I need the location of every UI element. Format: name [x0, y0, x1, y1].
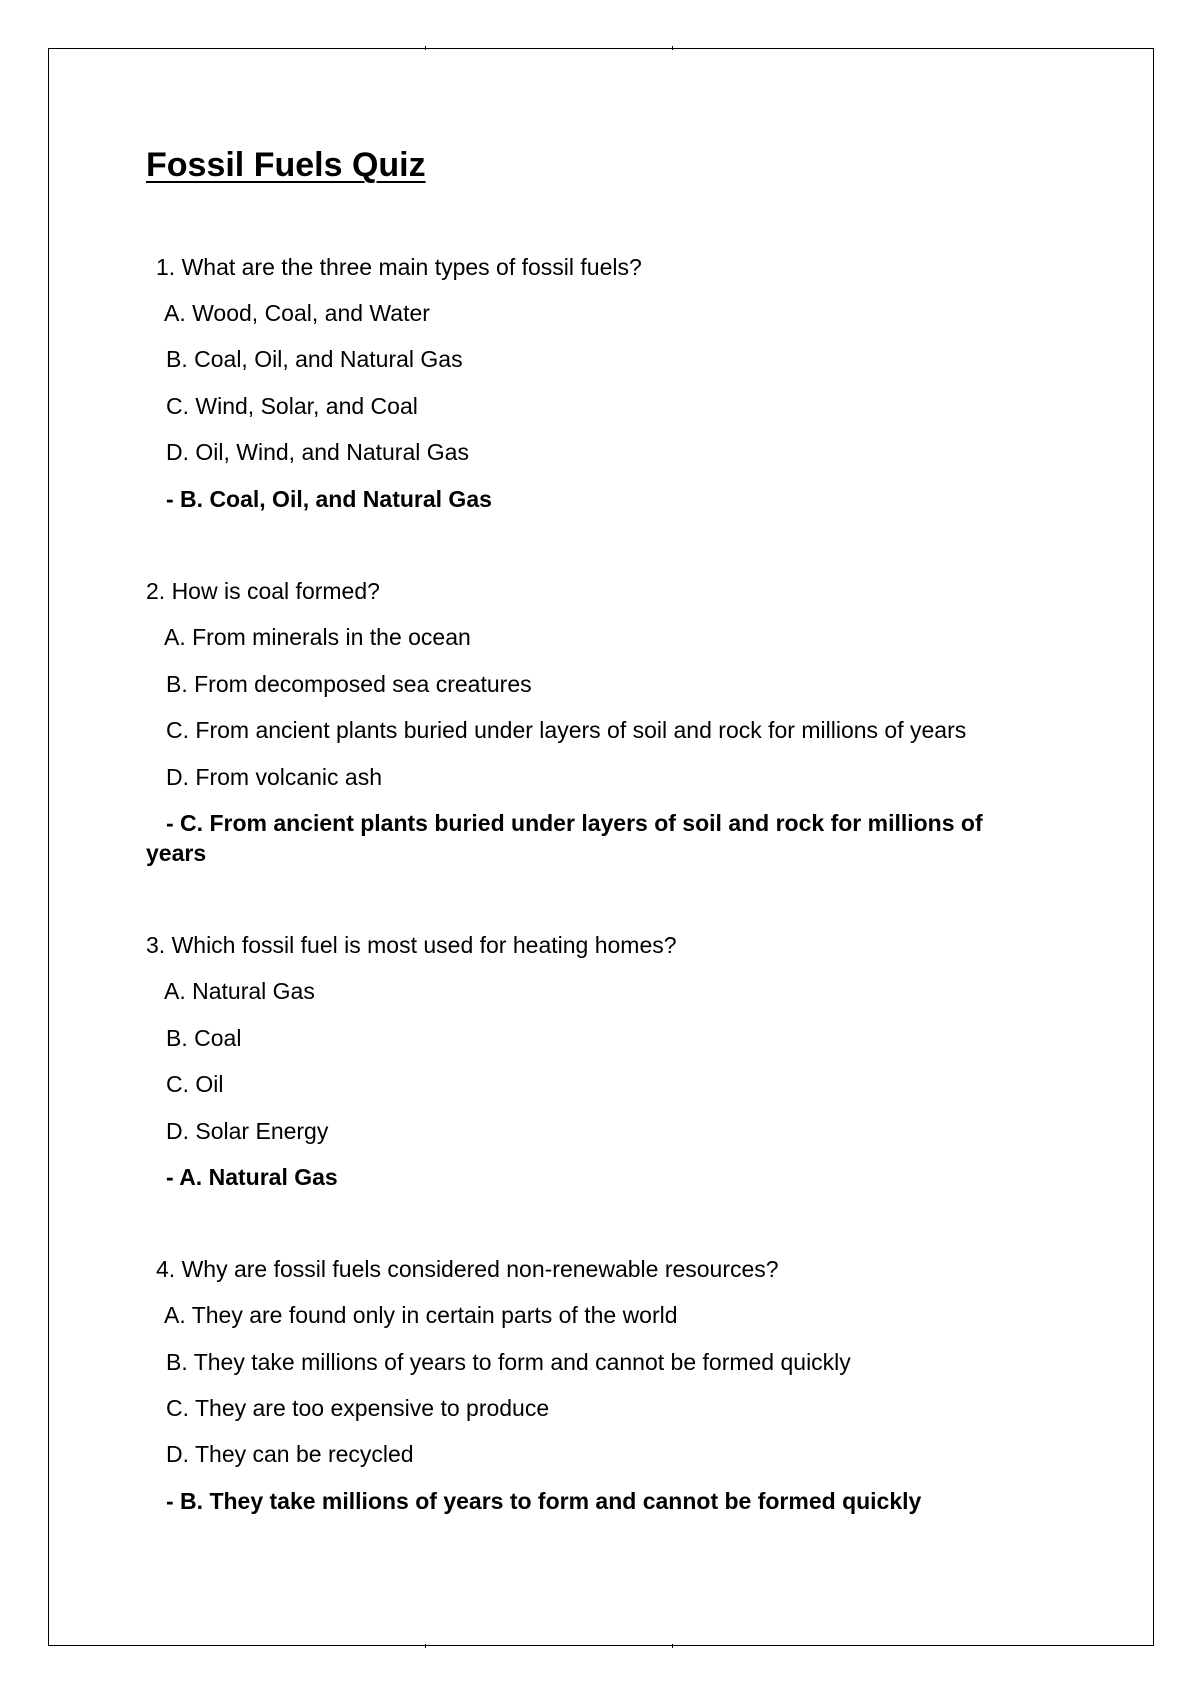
- question-2-option-d: D. From volcanic ash: [166, 764, 383, 790]
- question-1-option-b: B. Coal, Oil, and Natural Gas: [166, 346, 463, 372]
- question-1-answer: - B. Coal, Oil, and Natural Gas: [166, 486, 492, 512]
- question-2-option-b: B. From decomposed sea creatures: [166, 671, 532, 697]
- question-2-option-c: C. From ancient plants buried under layers of soil and rock for millions of years: [166, 717, 967, 743]
- question-4-text: 4. Why are fossil fuels considered non-renewable resources?: [156, 1256, 779, 1282]
- question-4-option-a: A. They are found only in certain parts of the world: [164, 1302, 678, 1328]
- question-3-text: 3. Which fossil fuel is most used for heating homes?: [146, 932, 677, 958]
- question-3-option-d: D. Solar Energy: [166, 1118, 329, 1144]
- question-4-option-b: B. They take millions of years to form and cannot be formed quickly: [166, 1349, 851, 1375]
- footer-divider-mark: [672, 1644, 673, 1648]
- question-1-option-a: A. Wood, Coal, and Water: [164, 300, 430, 326]
- question-1-option-d: D. Oil, Wind, and Natural Gas: [166, 439, 469, 465]
- footer-divider-mark: [425, 1644, 426, 1648]
- page-title: Fossil Fuels Quiz: [146, 146, 426, 184]
- question-1-option-c: C. Wind, Solar, and Coal: [166, 393, 418, 419]
- question-3-option-c: C. Oil: [166, 1071, 224, 1097]
- question-2-option-a: A. From minerals in the ocean: [164, 624, 471, 650]
- question-2-answer: - C. From ancient plants buried under layers of soil and rock for millions of years: [146, 810, 983, 866]
- header-divider-mark: [425, 46, 426, 50]
- header-divider-mark: [672, 46, 673, 50]
- question-4-option-d: D. They can be recycled: [166, 1441, 414, 1467]
- question-3-option-a: A. Natural Gas: [164, 978, 315, 1004]
- question-3-answer: - A. Natural Gas: [166, 1164, 338, 1190]
- question-3-option-b: B. Coal: [166, 1025, 242, 1051]
- question-4-answer: - B. They take millions of years to form and cannot be formed quickly: [166, 1488, 922, 1514]
- question-1-text: 1. What are the three main types of fossil fuels?: [156, 254, 642, 280]
- question-4-option-c: C. They are too expensive to produce: [166, 1395, 550, 1421]
- question-2-text: 2. How is coal formed?: [146, 578, 380, 604]
